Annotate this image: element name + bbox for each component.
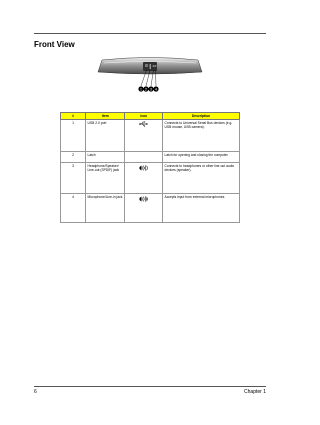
row-description: Connects to Universal Serial Bus devices (e.g. USB mouse, USB camera). xyxy=(163,120,240,152)
laptop-front-illustration xyxy=(96,57,204,95)
callout-1 xyxy=(138,86,143,91)
row-icon-cell xyxy=(125,152,163,163)
row-description: Latch for opening and closing the computer. xyxy=(163,152,240,163)
table-row xyxy=(61,163,240,194)
header-num: # xyxy=(61,113,86,120)
footer-rule xyxy=(34,386,266,387)
svg-text:4: 4 xyxy=(155,87,157,92)
row-item: Headphone/Speaker/ Line-out (SPDIF) jack xyxy=(86,163,125,194)
svg-text:2: 2 xyxy=(145,87,147,92)
row-item: Microphone/Line-in jack xyxy=(86,194,125,223)
callout-3 xyxy=(148,86,153,91)
table-row xyxy=(61,120,240,152)
page-number: 6 xyxy=(34,389,37,395)
microphone-jack-icon xyxy=(138,195,149,203)
row-icon-cell xyxy=(125,194,163,223)
svg-text:3: 3 xyxy=(150,87,152,92)
svg-text:1: 1 xyxy=(140,87,142,92)
row-item: USB 2.0 port xyxy=(86,120,125,152)
row-icon-cell xyxy=(125,120,163,152)
page-title: Front View xyxy=(34,40,75,49)
row-num: 1 xyxy=(61,120,86,152)
row-icon-cell xyxy=(125,163,163,194)
table-row xyxy=(61,152,240,163)
callout-4 xyxy=(153,86,158,91)
front-view-table xyxy=(60,112,240,223)
header-item: Item xyxy=(86,113,125,120)
headphone-jack-icon xyxy=(138,164,149,172)
row-num: 2 xyxy=(61,152,86,163)
callout-2 xyxy=(143,86,148,91)
row-description: Connects to headphones or other line-out audio devices (speaker). xyxy=(163,163,240,194)
row-item: Latch xyxy=(86,152,125,163)
row-num: 4 xyxy=(61,194,86,223)
usb-icon xyxy=(139,121,148,127)
header-icon: Icon xyxy=(125,113,163,120)
header-rule xyxy=(34,33,266,34)
row-num: 3 xyxy=(61,163,86,194)
table-row xyxy=(61,194,240,223)
row-description: Accepts input from external microphones. xyxy=(163,194,240,223)
header-description: Description xyxy=(163,113,240,120)
chapter-label: Chapter 1 xyxy=(244,389,266,395)
table-header-row xyxy=(61,113,240,120)
